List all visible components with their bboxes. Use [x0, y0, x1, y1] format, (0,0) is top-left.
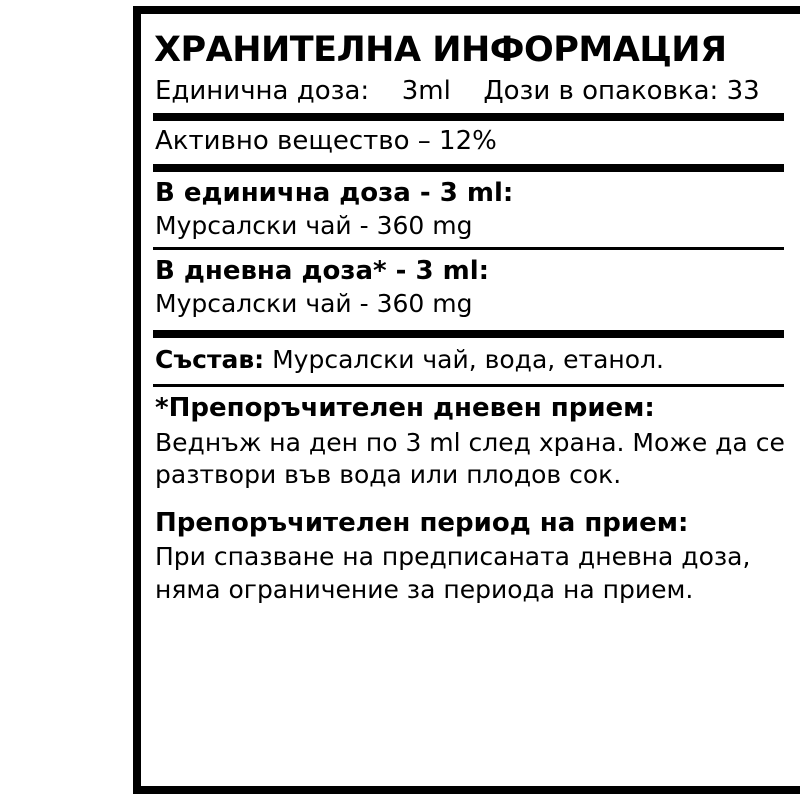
composition-label: Състав: [155, 344, 265, 374]
divider-thin-2 [153, 384, 784, 387]
spacer-before-thin-2 [151, 375, 786, 379]
nutrition-facts-panel [133, 6, 800, 794]
unit-dose-label: Единична доза: [155, 75, 370, 106]
divider-thin-1 [153, 247, 784, 250]
recommended-intake-block [155, 393, 786, 492]
per-unit-dose-heading: В единична доза - 3 ml: [155, 177, 514, 208]
composition-value: Мурсалски чай, вода, етанол. [272, 344, 665, 374]
per-daily-dose-item: Мурсалски чай - 360 mg [155, 289, 473, 319]
per-unit-dose-item: Мурсалски чай - 360 mg [155, 211, 473, 241]
divider-thick-3 [153, 330, 784, 338]
per-unit-dose-block [155, 178, 786, 242]
serving-info [155, 75, 786, 108]
composition-row [155, 344, 786, 375]
recommended-period-text: При спазване на предписаната дневна доза, няма ограничение за периода на прием. [155, 542, 751, 604]
page-title: ХРАНИТЕЛНА ИНФОРМАЦИЯ [154, 30, 727, 70]
recommended-intake-heading: *Препоръчителен дневен прием: [155, 392, 655, 423]
divider-thick-2 [153, 164, 784, 172]
divider-thick-1 [153, 113, 784, 121]
recommended-intake-text: Веднъж на ден по 3 ml след храна. Може да се разтвори във вода или плодов сок. [155, 427, 785, 490]
per-daily-dose-block [155, 256, 786, 320]
recommended-period-heading: Препоръчителен период на прием: [155, 507, 689, 538]
spacer-between-blocks [151, 492, 786, 502]
recommended-period-block [155, 508, 786, 607]
per-package-label: Дози в опаковка: [483, 75, 719, 106]
spacer-before-thick-3 [151, 320, 786, 324]
active-substance-row: Активно вещество – 12% [155, 126, 497, 157]
per-daily-dose-heading: В дневна доза* - 3 ml: [155, 255, 490, 286]
unit-dose-value: 3ml [401, 75, 451, 106]
per-package-value: 33 [726, 75, 760, 106]
